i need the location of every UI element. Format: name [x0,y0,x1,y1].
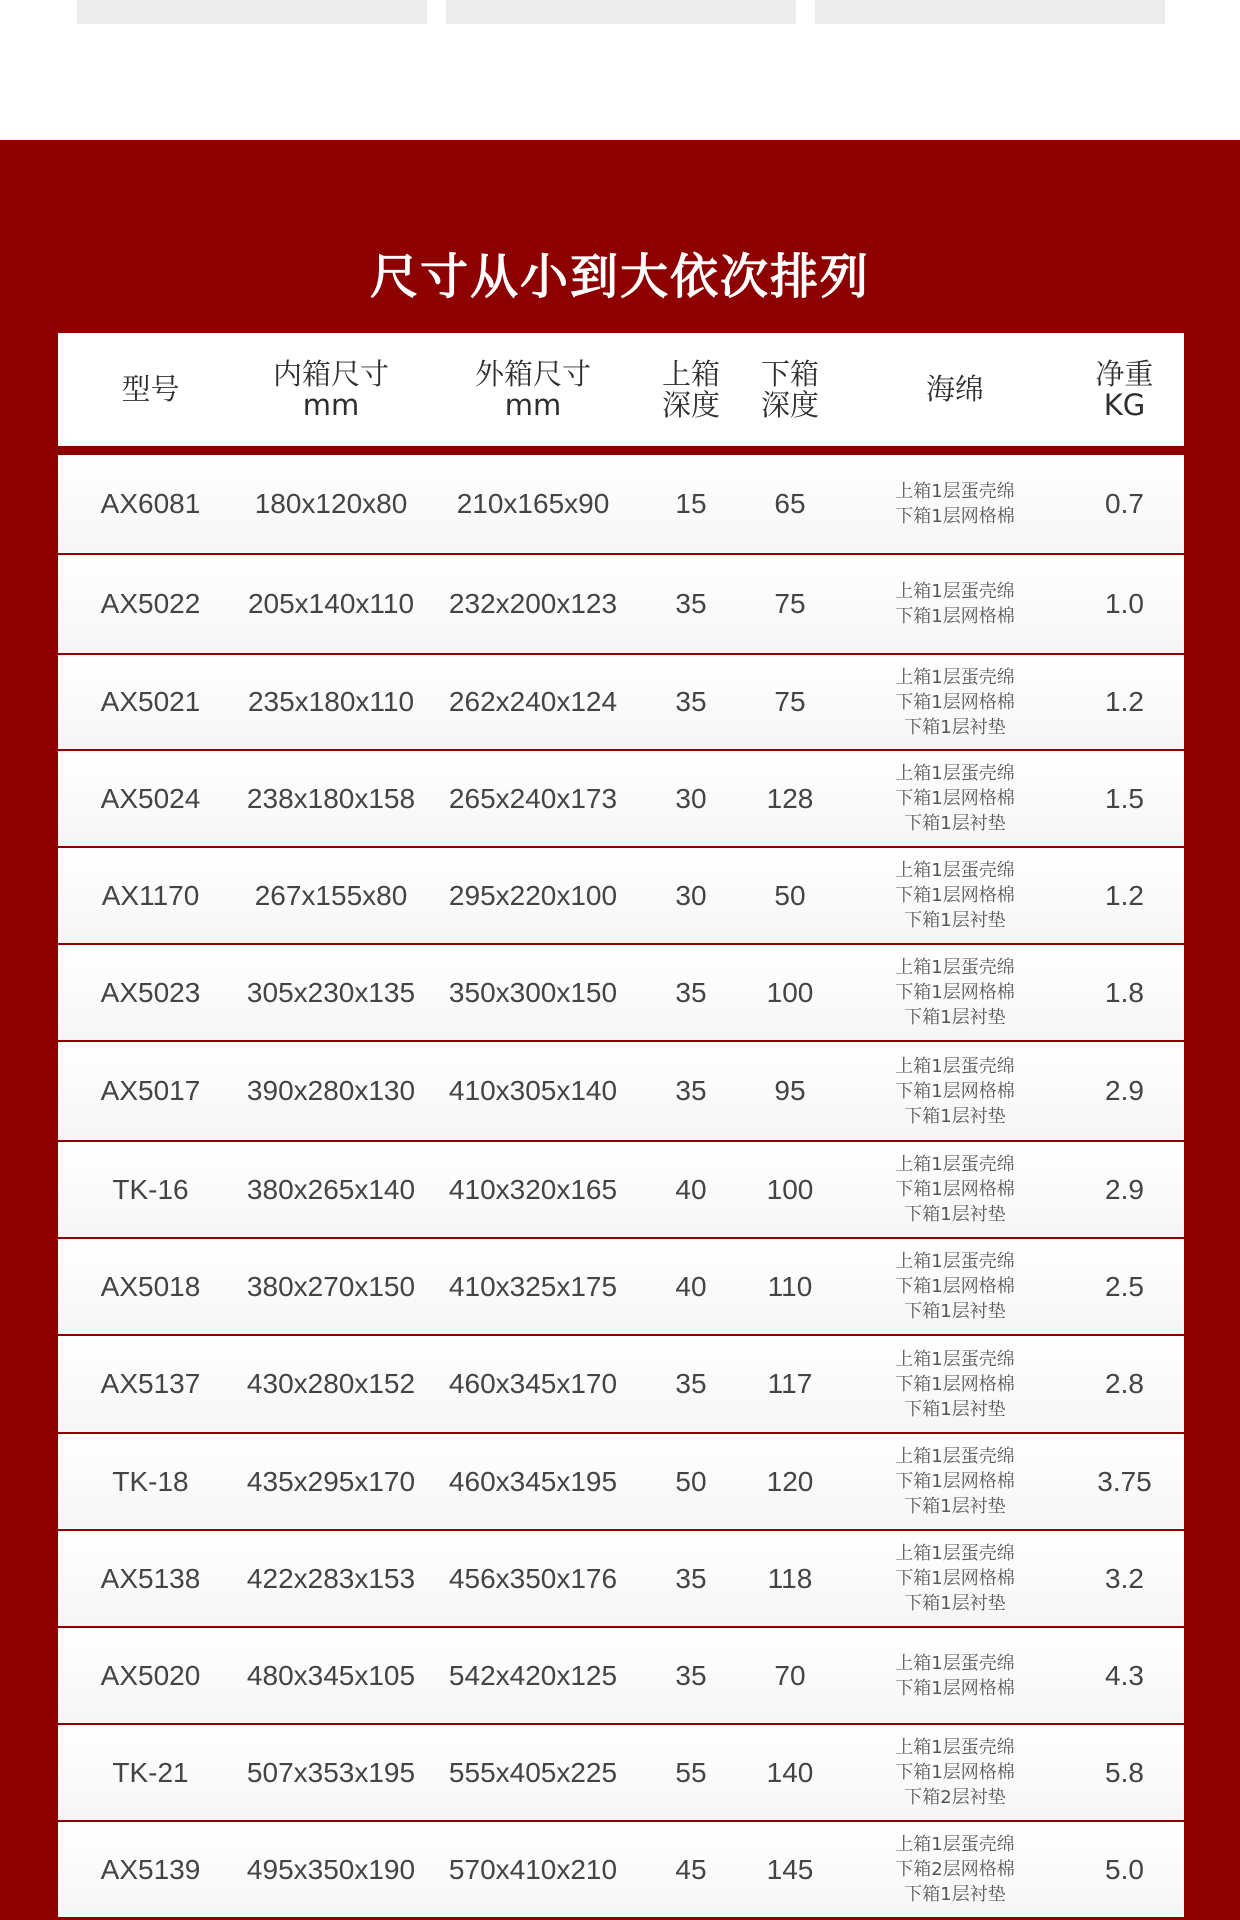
cell-inner-size: 267x155x80 [254,879,408,911]
sponge-line: 下箱1层网格棉 [895,1568,1015,1589]
cell-lower-depth: 117 [767,1368,813,1399]
header-lower-depth: 下箱 深度 [760,356,819,422]
cell-weight: 5.8 [1105,1756,1144,1788]
cell-model: AX5017 [100,1075,201,1106]
cell-weight: 2.5 [1105,1270,1144,1302]
cell-model: AX5021 [100,686,201,717]
cell-model: AX5018 [100,1270,201,1302]
cell-sponge [845,1651,1065,1701]
sponge-line: 上箱1层蛋壳绵 [895,763,1015,784]
cell-model: AX5137 [100,1368,201,1399]
table-body [58,455,1184,1919]
table-row [58,1042,1184,1142]
sponge-line: 下箱1层网格棉 [895,1471,1015,1492]
cell-inner-size: 205x140x110 [247,588,415,619]
cell-weight: 1.5 [1105,782,1144,814]
top-tab-3[interactable] [815,0,1165,24]
sponge-line: 下箱1层网格棉 [895,1373,1015,1395]
cell-outer-size: 456x350x176 [448,1562,618,1594]
sponge-line: 下箱1层网格棉 [895,885,1015,906]
cell-model: AX6081 [100,488,201,519]
cell-upper-depth: 35 [675,1075,707,1106]
cell-model: TK-16 [112,1173,189,1205]
cell-outer-size: 232x200x123 [448,588,618,619]
table-row [58,1142,1184,1239]
cell-model: AX5138 [100,1562,201,1594]
table-row [58,1822,1184,1919]
cell-inner-size: 495x350x190 [246,1853,416,1885]
cell-upper-depth: 35 [675,976,707,1008]
cell-inner-size: 507x353x195 [246,1756,416,1788]
cell-upper-depth: 45 [675,1853,707,1885]
cell-outer-size: 542x420x125 [448,1659,618,1691]
table-row [58,455,1184,555]
cell-weight: 2.9 [1105,1173,1144,1205]
cell-sponge [845,1832,1065,1907]
spec-table [58,333,1184,1919]
cell-outer-size: 460x345x195 [448,1465,618,1497]
cell-model: AX5023 [100,976,201,1008]
sponge-line: 上箱1层蛋壳绵 [895,1251,1015,1272]
cell-inner-size: 480x345x105 [246,1659,416,1691]
sponge-line: 下箱1层网格棉 [895,1080,1015,1102]
cell-upper-depth: 50 [675,1465,707,1497]
cell-upper-depth: 15 [675,488,707,519]
sponge-line: 下箱1层网格棉 [895,982,1015,1003]
sponge-line: 下箱1层衬垫 [904,1007,1006,1028]
cell-upper-depth: 35 [675,686,707,717]
cell-inner-size: 435x295x170 [246,1465,416,1497]
cell-sponge [845,1249,1065,1324]
cell-weight: 5.0 [1105,1853,1144,1885]
cell-outer-size: 262x240x124 [448,686,618,717]
cell-outer-size: 410x320x165 [448,1173,618,1205]
table-row [58,848,1184,945]
cell-model: TK-18 [112,1465,189,1497]
table-row [58,1239,1184,1336]
cell-lower-depth: 50 [774,879,806,911]
table-row [58,1531,1184,1628]
cell-sponge [845,858,1065,933]
cell-outer-size: 410x325x175 [448,1270,618,1302]
sponge-line: 上箱1层蛋壳绵 [895,1055,1015,1077]
cell-lower-depth: 65 [774,488,806,519]
cell-sponge [845,1152,1065,1227]
cell-lower-depth: 118 [767,1562,813,1594]
header-weight: 净重 KG [1095,356,1154,422]
cell-weight: 1.8 [1105,976,1144,1008]
sponge-line: 下箱1层网格棉 [895,1179,1015,1200]
cell-outer-size: 410x305x140 [448,1075,618,1106]
cell-sponge [845,1541,1065,1616]
cell-lower-depth: 75 [774,686,806,717]
cell-sponge [845,665,1065,740]
cell-sponge [845,1735,1065,1810]
sponge-line: 上箱1层蛋壳绵 [895,1154,1015,1175]
sponge-line: 下箱1层网格棉 [895,1677,1015,1699]
cell-weight: 3.75 [1097,1465,1152,1497]
table-row [58,1434,1184,1531]
cell-model: AX5024 [100,782,201,814]
cell-weight: 2.9 [1105,1075,1144,1106]
cell-inner-size: 238x180x158 [246,782,416,814]
sponge-line: 下箱1层网格棉 [895,691,1015,713]
cell-sponge [845,1444,1065,1519]
cell-upper-depth: 35 [675,1659,707,1691]
cell-outer-size: 210x165x90 [456,488,610,519]
cell-upper-depth: 35 [675,588,707,619]
cell-inner-size: 422x283x153 [246,1562,416,1594]
top-strip [0,0,1240,140]
sponge-line: 下箱1层衬垫 [904,1398,1006,1420]
cell-lower-depth: 145 [766,1853,814,1885]
top-tab-1[interactable] [77,0,427,24]
cell-model: AX5139 [100,1853,201,1885]
sponge-line: 下箱2层网格棉 [895,1859,1015,1880]
cell-lower-depth: 70 [774,1659,806,1691]
sponge-line: 上箱1层蛋壳绵 [895,1543,1015,1564]
sponge-line: 下箱1层衬垫 [904,1593,1006,1614]
header-outer-size: 外箱尺寸 mm [474,356,591,422]
cell-lower-depth: 95 [774,1075,806,1106]
sponge-line: 下箱1层衬垫 [904,1301,1006,1322]
table-row [58,1628,1184,1725]
cell-weight: 1.2 [1105,879,1144,911]
header-sponge: 海绵 [925,372,984,406]
cell-upper-depth: 40 [675,1173,707,1205]
cell-weight: 3.2 [1105,1562,1144,1594]
sponge-line: 上箱1层蛋壳绵 [895,1652,1015,1674]
page-title: 尺寸从小到大依次排列 [369,249,870,305]
sponge-line: 上箱1层蛋壳绵 [895,860,1015,881]
sponge-line: 上箱1层蛋壳绵 [895,1348,1015,1370]
table-header [58,333,1184,455]
cell-inner-size: 180x120x80 [254,488,408,519]
cell-lower-depth: 120 [766,1465,814,1497]
cell-sponge [845,479,1065,529]
cell-inner-size: 305x230x135 [246,976,416,1008]
cell-sponge [845,761,1065,836]
table-row [58,1336,1184,1434]
sponge-line: 下箱1层网格棉 [895,506,1015,527]
cell-lower-depth: 100 [766,1173,814,1205]
cell-upper-depth: 30 [675,782,707,814]
cell-model: AX1170 [101,879,200,911]
sponge-line: 上箱1层蛋壳绵 [895,1737,1015,1758]
header-model: 型号 [121,372,180,406]
table-row [58,555,1184,655]
top-tab-2[interactable] [446,0,796,24]
sponge-line: 下箱1层衬垫 [904,1884,1006,1905]
cell-weight: 2.8 [1105,1368,1144,1399]
sponge-line: 下箱1层衬垫 [904,1204,1006,1225]
cell-outer-size: 350x300x150 [448,976,618,1008]
cell-outer-size: 295x220x100 [448,879,618,911]
cell-inner-size: 235x180x110 [247,686,415,717]
sponge-line: 下箱1层衬垫 [904,910,1006,931]
cell-inner-size: 430x280x152 [246,1368,416,1399]
cell-model: AX5020 [100,1659,201,1691]
sponge-line: 下箱2层衬垫 [904,1787,1006,1808]
cell-lower-depth: 100 [766,976,814,1008]
cell-weight: 1.0 [1105,588,1144,619]
sponge-line: 上箱1层蛋壳绵 [895,957,1015,978]
cell-weight: 4.3 [1105,1659,1144,1691]
table-row [58,751,1184,848]
cell-outer-size: 460x345x170 [448,1368,618,1399]
sponge-line: 上箱1层蛋壳绵 [895,1446,1015,1467]
sponge-line: 下箱1层网格棉 [895,1276,1015,1297]
sponge-line: 下箱1层衬垫 [904,1496,1006,1517]
cell-inner-size: 390x280x130 [246,1075,416,1106]
sponge-line: 下箱1层衬垫 [904,716,1006,738]
table-row [58,945,1184,1042]
cell-weight: 0.7 [1105,488,1144,519]
sponge-line: 上箱1层蛋壳绵 [895,481,1015,502]
cell-sponge [845,955,1065,1030]
cell-lower-depth: 140 [766,1756,814,1788]
cell-upper-depth: 30 [675,879,707,911]
cell-upper-depth: 40 [675,1270,707,1302]
cell-sponge [845,1347,1065,1422]
cell-lower-depth: 75 [774,588,806,619]
table-row [58,655,1184,751]
cell-outer-size: 265x240x173 [448,782,618,814]
sponge-line: 上箱1层蛋壳绵 [895,1834,1015,1855]
cell-outer-size: 570x410x210 [448,1853,618,1885]
sponge-line: 下箱1层衬垫 [904,1105,1006,1127]
sponge-line: 上箱1层蛋壳绵 [895,666,1015,688]
cell-lower-depth: 128 [766,782,814,814]
sponge-line: 下箱1层网格棉 [895,606,1015,627]
cell-lower-depth: 110 [767,1270,813,1302]
cell-upper-depth: 35 [675,1368,707,1399]
cell-outer-size: 555x405x225 [448,1756,618,1788]
cell-inner-size: 380x265x140 [246,1173,416,1205]
cell-inner-size: 380x270x150 [246,1270,416,1302]
sponge-line: 下箱1层衬垫 [904,813,1006,834]
sponge-line: 下箱1层网格棉 [895,1762,1015,1783]
header-inner-size: 内箱尺寸 mm [272,356,389,422]
sponge-line: 下箱1层网格棉 [895,788,1015,809]
cell-sponge [845,1054,1065,1129]
cell-upper-depth: 35 [675,1562,707,1594]
cell-model: TK-21 [112,1756,189,1788]
cell-sponge [845,579,1065,629]
table-row [58,1725,1184,1822]
cell-weight: 1.2 [1105,686,1144,717]
cell-upper-depth: 55 [675,1756,707,1788]
sponge-line: 上箱1层蛋壳绵 [895,581,1015,602]
cell-model: AX5022 [100,588,201,619]
header-upper-depth: 上箱 深度 [661,356,720,422]
